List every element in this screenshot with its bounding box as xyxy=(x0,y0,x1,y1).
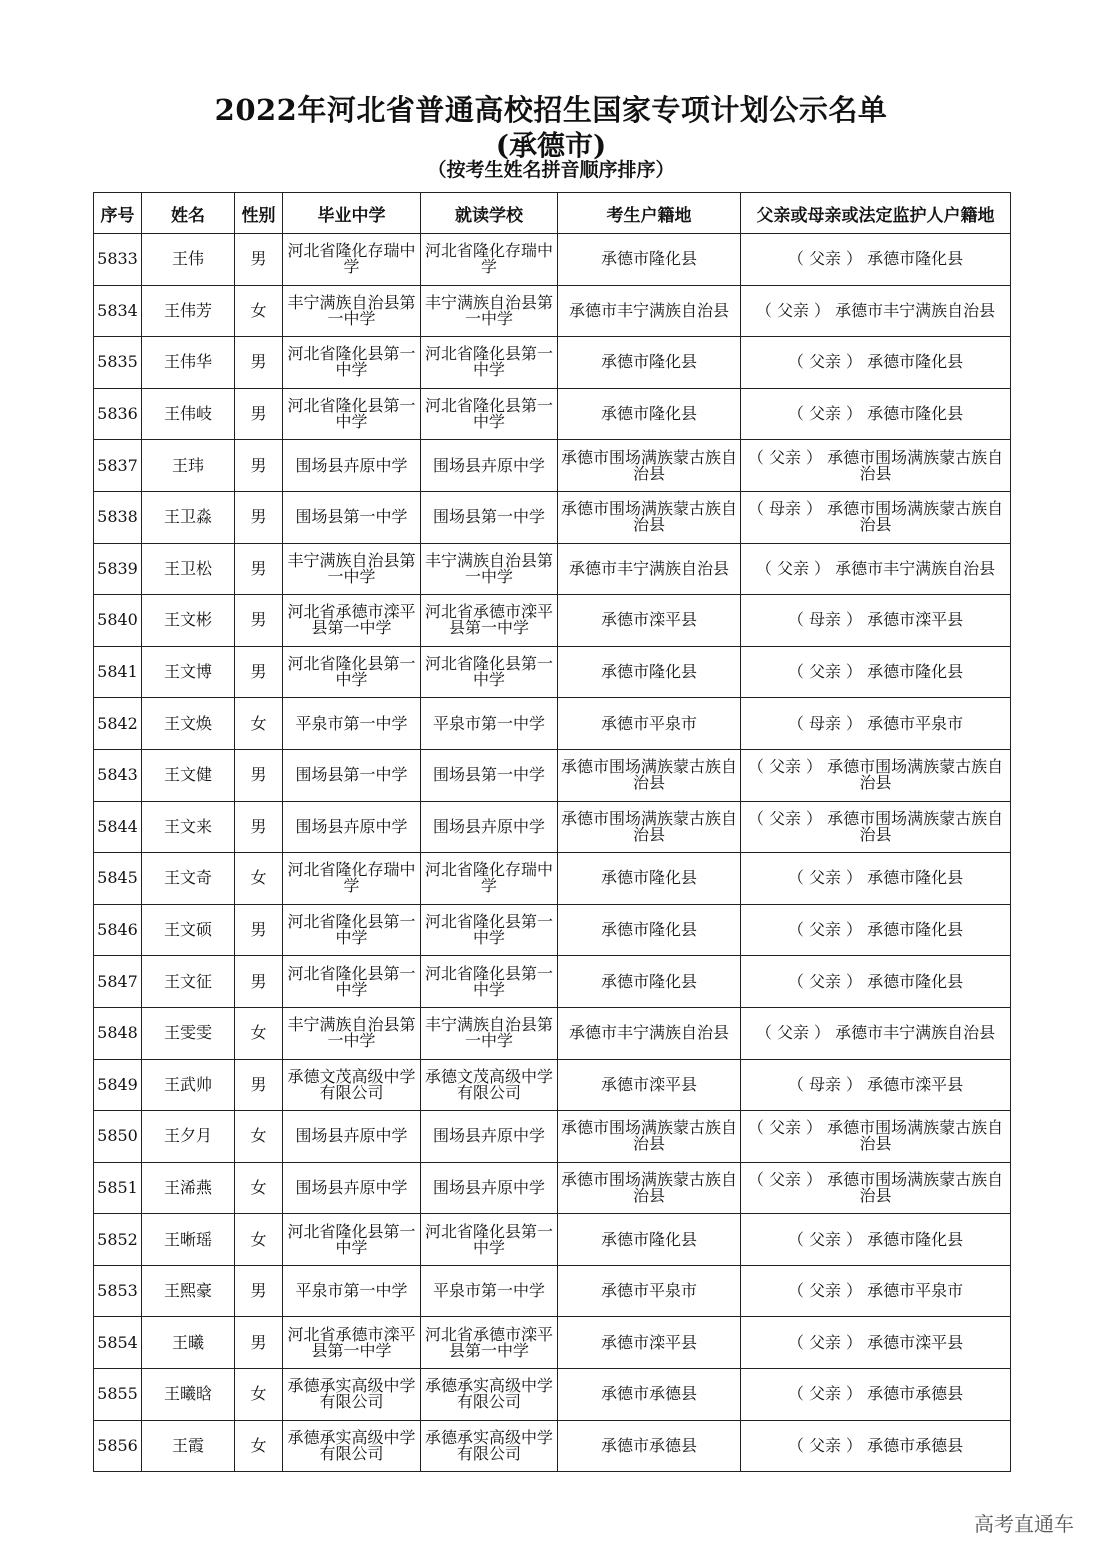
cell-current-school: 围场县第一中学 xyxy=(421,749,558,801)
table-row xyxy=(94,1369,1011,1421)
cell-id: 5850 xyxy=(94,1111,142,1163)
cell-hukou: 承德市丰宁满族自治县 xyxy=(558,1007,741,1059)
cell-grad-school: 河北省隆化县第一中学 xyxy=(283,1214,421,1266)
cell-name: 王文彬 xyxy=(142,595,235,647)
cell-gender: 男 xyxy=(235,595,283,647)
table-row xyxy=(94,646,1011,698)
cell-gender: 男 xyxy=(235,491,283,543)
header-cell-hukou: 考生户籍地 xyxy=(558,193,741,234)
cell-hukou: 承德市隆化县 xyxy=(558,904,741,956)
table-row xyxy=(94,1007,1011,1059)
cell-guardian: （ 父亲 ） 承德市平泉市 xyxy=(741,1265,1011,1317)
cell-guardian: （ 父亲 ） 承德市隆化县 xyxy=(741,646,1011,698)
cell-name: 王文来 xyxy=(142,801,235,853)
cell-guardian: （ 父亲 ） 承德市围场满族蒙古族自治县 xyxy=(741,1111,1011,1163)
cell-hukou: 承德市隆化县 xyxy=(558,388,741,440)
cell-gender: 女 xyxy=(235,853,283,905)
cell-guardian: （ 父亲 ） 承德市隆化县 xyxy=(741,388,1011,440)
cell-current-school: 河北省承德市滦平县第一中学 xyxy=(421,595,558,647)
cell-hukou: 承德市承德县 xyxy=(558,1369,741,1421)
cell-name: 王文奇 xyxy=(142,853,235,905)
cell-id: 5837 xyxy=(94,440,142,492)
cell-id: 5844 xyxy=(94,801,142,853)
cell-current-school: 承德承实高级中学有限公司 xyxy=(421,1420,558,1472)
table-row xyxy=(94,1317,1011,1369)
cell-gender: 女 xyxy=(235,1111,283,1163)
cell-grad-school: 丰宁满族自治县第一中学 xyxy=(283,543,421,595)
cell-gender: 男 xyxy=(235,440,283,492)
cell-hukou: 承德市隆化县 xyxy=(558,646,741,698)
header-cell-guardian: 父亲或母亲或法定监护人户籍地 xyxy=(741,193,1011,234)
cell-gender: 男 xyxy=(235,1265,283,1317)
sort-note: （按考生姓名拼音顺序排序） xyxy=(427,159,675,181)
cell-gender: 女 xyxy=(235,1007,283,1059)
cell-hukou: 承德市滦平县 xyxy=(558,1317,741,1369)
cell-name: 王文健 xyxy=(142,749,235,801)
cell-grad-school: 河北省隆化县第一中学 xyxy=(283,388,421,440)
cell-guardian: （ 父亲 ） 承德市隆化县 xyxy=(741,904,1011,956)
cell-grad-school: 围场县第一中学 xyxy=(283,749,421,801)
cell-hukou: 承德市平泉市 xyxy=(558,698,741,750)
cell-name: 王伟华 xyxy=(142,337,235,389)
cell-current-school: 平泉市第一中学 xyxy=(421,1265,558,1317)
cell-grad-school: 承德文茂高级中学有限公司 xyxy=(283,1059,421,1111)
cell-name: 王夕月 xyxy=(142,1111,235,1163)
cell-id: 5848 xyxy=(94,1007,142,1059)
table-row xyxy=(94,956,1011,1008)
cell-current-school: 承德承实高级中学有限公司 xyxy=(421,1369,558,1421)
document-subtitle: (承德市) xyxy=(495,129,607,162)
cell-id: 5839 xyxy=(94,543,142,595)
cell-current-school: 承德文茂高级中学有限公司 xyxy=(421,1059,558,1111)
cell-name: 王伟岐 xyxy=(142,388,235,440)
cell-name: 王熙豪 xyxy=(142,1265,235,1317)
cell-grad-school: 河北省隆化县第一中学 xyxy=(283,337,421,389)
cell-guardian: （ 父亲 ） 承德市承德县 xyxy=(741,1369,1011,1421)
cell-gender: 女 xyxy=(235,698,283,750)
table-row xyxy=(94,801,1011,853)
cell-gender: 男 xyxy=(235,1059,283,1111)
table-row xyxy=(94,1059,1011,1111)
cell-current-school: 河北省承德市滦平县第一中学 xyxy=(421,1317,558,1369)
cell-grad-school: 河北省承德市滦平县第一中学 xyxy=(283,1317,421,1369)
cell-gender: 女 xyxy=(235,1214,283,1266)
table-row xyxy=(94,698,1011,750)
table-row xyxy=(94,234,1011,286)
cell-gender: 男 xyxy=(235,388,283,440)
header-cell-name: 姓名 xyxy=(142,193,235,234)
cell-guardian: （ 父亲 ） 承德市隆化县 xyxy=(741,234,1011,286)
cell-guardian: （ 父亲 ） 承德市隆化县 xyxy=(741,1214,1011,1266)
cell-current-school: 河北省隆化存瑞中学 xyxy=(421,234,558,286)
cell-id: 5842 xyxy=(94,698,142,750)
cell-name: 王浠燕 xyxy=(142,1162,235,1214)
cell-id: 5856 xyxy=(94,1420,142,1472)
watermark: 高考直通车 xyxy=(974,1512,1074,1536)
cell-name: 王文硕 xyxy=(142,904,235,956)
cell-guardian: （ 父亲 ） 承德市承德县 xyxy=(741,1420,1011,1472)
cell-current-school: 河北省隆化县第一中学 xyxy=(421,388,558,440)
cell-id: 5834 xyxy=(94,285,142,337)
table-row xyxy=(94,749,1011,801)
table-row xyxy=(94,543,1011,595)
header-cell-gender: 性别 xyxy=(235,193,283,234)
cell-current-school: 河北省隆化县第一中学 xyxy=(421,337,558,389)
cell-current-school: 围场县卉原中学 xyxy=(421,440,558,492)
cell-guardian: （ 父亲 ） 承德市围场满族蒙古族自治县 xyxy=(741,440,1011,492)
header-cell-grad-school: 毕业中学 xyxy=(283,193,421,234)
table-row xyxy=(94,595,1011,647)
cell-guardian: （ 父亲 ） 承德市围场满族蒙古族自治县 xyxy=(741,1162,1011,1214)
cell-name: 王雯雯 xyxy=(142,1007,235,1059)
cell-grad-school: 丰宁满族自治县第一中学 xyxy=(283,1007,421,1059)
cell-grad-school: 围场县卉原中学 xyxy=(283,801,421,853)
cell-gender: 男 xyxy=(235,337,283,389)
cell-current-school: 河北省隆化县第一中学 xyxy=(421,646,558,698)
cell-current-school: 丰宁满族自治县第一中学 xyxy=(421,543,558,595)
table-row xyxy=(94,1214,1011,1266)
roster-body xyxy=(94,234,1011,1472)
table-row xyxy=(94,388,1011,440)
cell-grad-school: 围场县第一中学 xyxy=(283,491,421,543)
cell-hukou: 承德市滦平县 xyxy=(558,1059,741,1111)
cell-current-school: 河北省隆化县第一中学 xyxy=(421,956,558,1008)
cell-name: 王文征 xyxy=(142,956,235,1008)
cell-gender: 男 xyxy=(235,646,283,698)
cell-grad-school: 围场县卉原中学 xyxy=(283,1111,421,1163)
table-row xyxy=(94,904,1011,956)
table-row xyxy=(94,1111,1011,1163)
table-row xyxy=(94,337,1011,389)
cell-id: 5849 xyxy=(94,1059,142,1111)
cell-grad-school: 承德承实高级中学有限公司 xyxy=(283,1369,421,1421)
cell-guardian: （ 母亲 ） 承德市滦平县 xyxy=(741,1059,1011,1111)
cell-gender: 男 xyxy=(235,904,283,956)
cell-hukou: 承德市围场满族蒙古族自治县 xyxy=(558,440,741,492)
cell-id: 5838 xyxy=(94,491,142,543)
cell-hukou: 承德市隆化县 xyxy=(558,956,741,1008)
cell-hukou: 承德市隆化县 xyxy=(558,234,741,286)
cell-hukou: 承德市丰宁满族自治县 xyxy=(558,285,741,337)
cell-hukou: 承德市隆化县 xyxy=(558,1214,741,1266)
cell-gender: 男 xyxy=(235,749,283,801)
cell-hukou: 承德市围场满族蒙古族自治县 xyxy=(558,1111,741,1163)
cell-grad-school: 河北省隆化县第一中学 xyxy=(283,646,421,698)
cell-current-school: 河北省隆化存瑞中学 xyxy=(421,853,558,905)
cell-hukou: 承德市围场满族蒙古族自治县 xyxy=(558,491,741,543)
cell-id: 5840 xyxy=(94,595,142,647)
cell-current-school: 围场县第一中学 xyxy=(421,491,558,543)
cell-id: 5836 xyxy=(94,388,142,440)
cell-current-school: 河北省隆化县第一中学 xyxy=(421,904,558,956)
cell-id: 5845 xyxy=(94,853,142,905)
cell-hukou: 承德市承德县 xyxy=(558,1420,741,1472)
table-row xyxy=(94,1420,1011,1472)
cell-current-school: 平泉市第一中学 xyxy=(421,698,558,750)
cell-guardian: （ 父亲 ） 承德市围场满族蒙古族自治县 xyxy=(741,749,1011,801)
cell-current-school: 河北省隆化县第一中学 xyxy=(421,1214,558,1266)
cell-hukou: 承德市隆化县 xyxy=(558,853,741,905)
cell-grad-school: 围场县卉原中学 xyxy=(283,440,421,492)
cell-guardian: （ 父亲 ） 承德市隆化县 xyxy=(741,956,1011,1008)
header-row xyxy=(94,193,1011,234)
cell-grad-school: 丰宁满族自治县第一中学 xyxy=(283,285,421,337)
cell-id: 5847 xyxy=(94,956,142,1008)
cell-name: 王武帅 xyxy=(142,1059,235,1111)
cell-hukou: 承德市平泉市 xyxy=(558,1265,741,1317)
cell-grad-school: 围场县卉原中学 xyxy=(283,1162,421,1214)
roster-table xyxy=(93,192,1011,1472)
cell-gender: 女 xyxy=(235,285,283,337)
cell-grad-school: 河北省隆化存瑞中学 xyxy=(283,234,421,286)
cell-gender: 女 xyxy=(235,1420,283,1472)
cell-hukou: 承德市围场满族蒙古族自治县 xyxy=(558,749,741,801)
cell-guardian: （ 父亲 ） 承德市丰宁满族自治县 xyxy=(741,543,1011,595)
cell-gender: 男 xyxy=(235,956,283,1008)
cell-grad-school: 承德承实高级中学有限公司 xyxy=(283,1420,421,1472)
cell-hukou: 承德市丰宁满族自治县 xyxy=(558,543,741,595)
cell-name: 王晰瑶 xyxy=(142,1214,235,1266)
cell-guardian: （ 母亲 ） 承德市平泉市 xyxy=(741,698,1011,750)
cell-id: 5835 xyxy=(94,337,142,389)
cell-guardian: （ 父亲 ） 承德市隆化县 xyxy=(741,853,1011,905)
cell-name: 王曦 xyxy=(142,1317,235,1369)
cell-grad-school: 平泉市第一中学 xyxy=(283,698,421,750)
cell-guardian: （ 父亲 ） 承德市隆化县 xyxy=(741,337,1011,389)
cell-id: 5853 xyxy=(94,1265,142,1317)
cell-hukou: 承德市围场满族蒙古族自治县 xyxy=(558,1162,741,1214)
cell-gender: 女 xyxy=(235,1162,283,1214)
table-row xyxy=(94,1265,1011,1317)
cell-guardian: （ 父亲 ） 承德市滦平县 xyxy=(741,1317,1011,1369)
cell-id: 5854 xyxy=(94,1317,142,1369)
cell-id: 5852 xyxy=(94,1214,142,1266)
document-title: 2022年河北省普通高校招生国家专项计划公示名单 xyxy=(214,93,888,127)
cell-grad-school: 平泉市第一中学 xyxy=(283,1265,421,1317)
cell-name: 王卫松 xyxy=(142,543,235,595)
cell-grad-school: 河北省隆化存瑞中学 xyxy=(283,853,421,905)
table-row xyxy=(94,853,1011,905)
cell-name: 王伟 xyxy=(142,234,235,286)
cell-guardian: （ 父亲 ） 承德市丰宁满族自治县 xyxy=(741,1007,1011,1059)
cell-name: 王曦晗 xyxy=(142,1369,235,1421)
cell-current-school: 围场县卉原中学 xyxy=(421,1111,558,1163)
cell-gender: 女 xyxy=(235,1369,283,1421)
cell-id: 5843 xyxy=(94,749,142,801)
cell-name: 王玮 xyxy=(142,440,235,492)
cell-gender: 男 xyxy=(235,234,283,286)
cell-id: 5855 xyxy=(94,1369,142,1421)
cell-name: 王伟芳 xyxy=(142,285,235,337)
cell-gender: 男 xyxy=(235,801,283,853)
table-row xyxy=(94,1162,1011,1214)
table-row xyxy=(94,491,1011,543)
table-row xyxy=(94,440,1011,492)
cell-grad-school: 河北省隆化县第一中学 xyxy=(283,956,421,1008)
cell-current-school: 围场县卉原中学 xyxy=(421,801,558,853)
header-cell-id: 序号 xyxy=(94,193,142,234)
cell-name: 王文博 xyxy=(142,646,235,698)
cell-guardian: （ 母亲 ） 承德市围场满族蒙古族自治县 xyxy=(741,491,1011,543)
cell-current-school: 围场县卉原中学 xyxy=(421,1162,558,1214)
cell-current-school: 丰宁满族自治县第一中学 xyxy=(421,285,558,337)
cell-current-school: 丰宁满族自治县第一中学 xyxy=(421,1007,558,1059)
cell-name: 王卫淼 xyxy=(142,491,235,543)
cell-grad-school: 河北省承德市滦平县第一中学 xyxy=(283,595,421,647)
cell-id: 5841 xyxy=(94,646,142,698)
cell-guardian: （ 母亲 ） 承德市滦平县 xyxy=(741,595,1011,647)
cell-id: 5846 xyxy=(94,904,142,956)
cell-guardian: （ 父亲 ） 承德市围场满族蒙古族自治县 xyxy=(741,801,1011,853)
table-row xyxy=(94,285,1011,337)
cell-gender: 男 xyxy=(235,1317,283,1369)
cell-grad-school: 河北省隆化县第一中学 xyxy=(283,904,421,956)
cell-gender: 男 xyxy=(235,543,283,595)
cell-id: 5833 xyxy=(94,234,142,286)
cell-name: 王文焕 xyxy=(142,698,235,750)
header-cell-current-school: 就读学校 xyxy=(421,193,558,234)
cell-id: 5851 xyxy=(94,1162,142,1214)
cell-hukou: 承德市围场满族蒙古族自治县 xyxy=(558,801,741,853)
cell-name: 王霞 xyxy=(142,1420,235,1472)
cell-guardian: （ 父亲 ） 承德市丰宁满族自治县 xyxy=(741,285,1011,337)
cell-hukou: 承德市滦平县 xyxy=(558,595,741,647)
cell-hukou: 承德市隆化县 xyxy=(558,337,741,389)
